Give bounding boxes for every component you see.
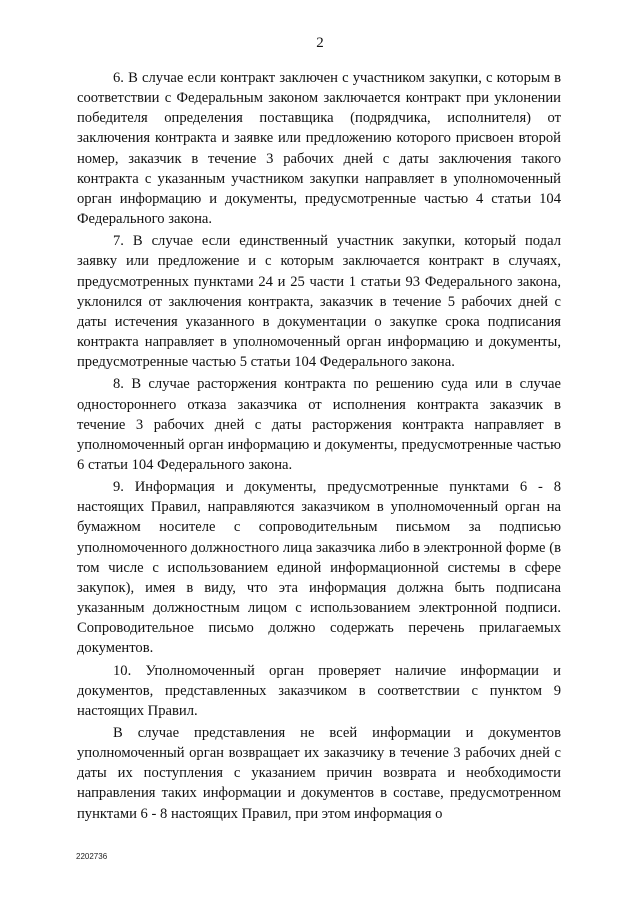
paragraph-10: 10. Уполномоченный орган проверяет наличие информации и документов, представленных заказчиком в соответствии с пунктом 9 настоящих Правил. <box>77 662 561 719</box>
paragraph-8: 8. В случае расторжения контракта по решению суда или в случае одностороннего отказа заказчика от исполнения контракта заказчик в течение 3 рабочих дней с даты расторжения контракта направляет в уполномоченный орган информацию и документы, предусмотренные частью 6 статьи 104 Федерального закона. <box>77 376 561 473</box>
page-number: 2 <box>316 35 324 51</box>
paragraph-7: 7. В случае если единственный участник закупки, который подал заявку или предложение и с которым заключается контракт в случаях, предусмотренных пунктами 24 и 25 части 1 статьи 93 Федерального закона, уклонился от заключения контракта, заказчик в течение 5 рабочих дней с даты истечения указанного в документации о закупке срока подписания контракта направляет в уполномоченный орган информацию и документы, предусмотренные частью 5 статьи 104 Федерального закона. <box>77 233 561 371</box>
document-code: 2202736 <box>76 852 108 861</box>
paragraph-9: 9. Информация и документы, предусмотренные пунктами 6 - 8 настоящих Правил, направляются заказчиком в уполномоченный орган на бумажном носителе с сопроводительным письмом за подписью уполномоченного должностного лица заказчика либо в электронной форме (в том числе с использованием единой информационной системы в сфере закупок), имея в виду, что эта информация должна быть подписана указанным должностным лицом с использованием электронной подписи. Сопроводительное письмо должно содержать перечень прилагаемых документов. <box>77 479 561 657</box>
paragraph-10-continued: В случае представления не всей информации и документов уполномоченный орган возвращает их заказчику в течение 3 рабочих дней с даты их поступления с указанием причин возврата и необходимости направления таких информации и документов в составе, предусмотренном пунктами 6 - 8 настоящих Правил, при этом информация о <box>77 725 561 822</box>
document-body <box>77 68 561 826</box>
paragraph-6: 6. В случае если контракт заключен с участником закупки, с которым в соответствии с Федеральным законом заключается контракт при уклонении победителя определения поставщика (подрядчика, исполнителя) от заключения контракта и заявке или предложению которого присвоен второй номер, заказчик в течение 3 рабочих дней с даты заключения такого контракта с указанным участником закупки направляет в уполномоченный орган информацию и документы, предусмотренные частью 4 статьи 104 Федерального закона. <box>77 70 561 228</box>
